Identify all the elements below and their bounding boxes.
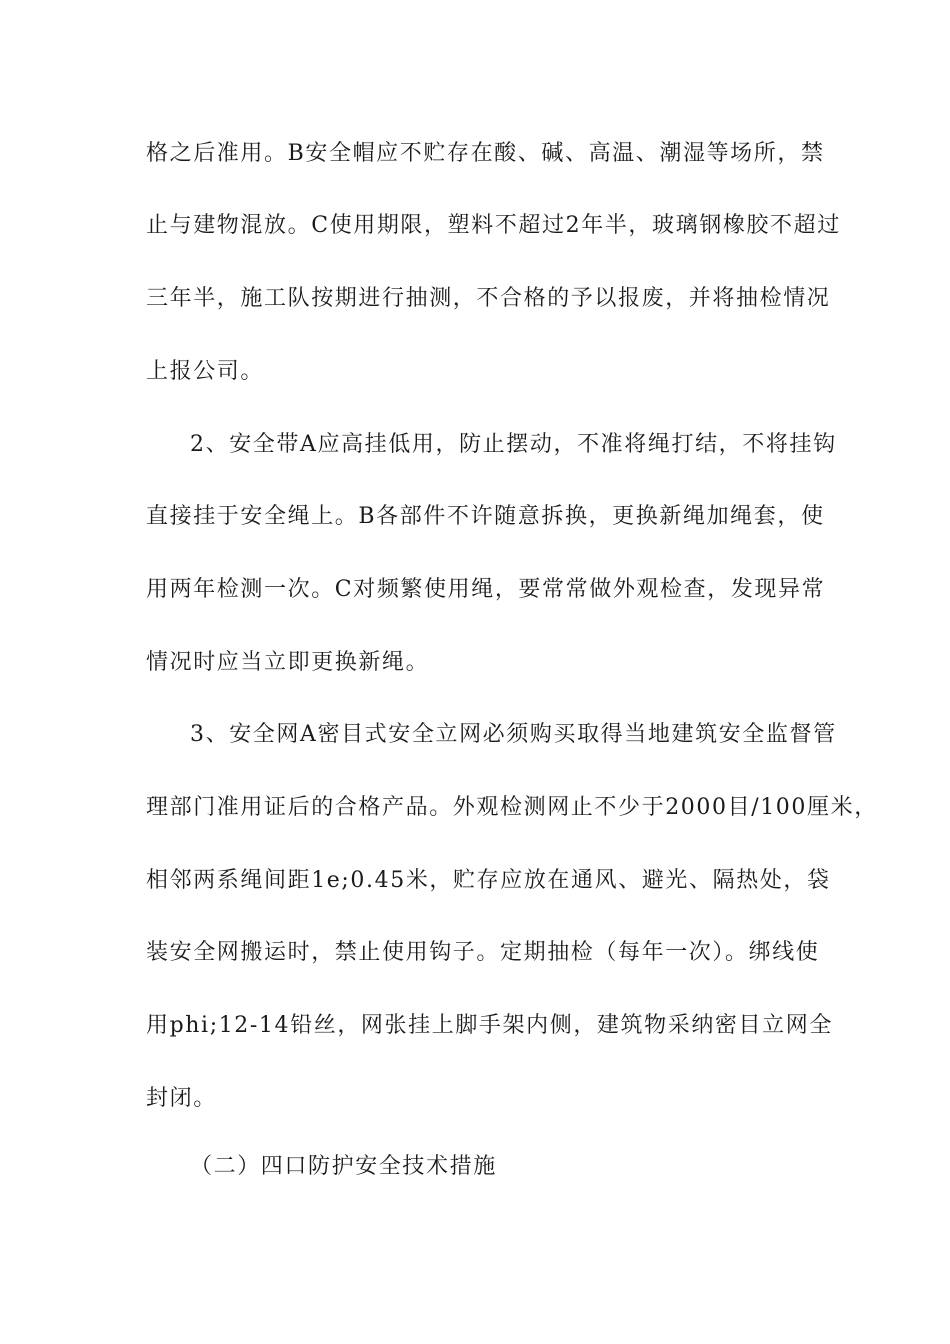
text-line-5: 2、安全带A应高挂低用，防止摆动，不准将绳打结，不将挂钩: [190, 432, 837, 457]
text-line-6: 直接挂于安全绳上。B各部件不许随意拆换，更换新绳加绳套，使: [146, 504, 825, 529]
text-line-3: 三年半，施工队按期进行抽测，不合格的予以报废，并将抽检情况: [146, 286, 831, 311]
text-line-12: 装安全网搬运时，禁止使用钩子。定期抽检（每年一次）。绑线使: [146, 940, 820, 965]
text-line-14: 封闭。: [146, 1086, 217, 1111]
section-heading: （二）四口防护安全技术措施: [190, 1154, 497, 1179]
text-line-1: 格之后准用。B安全帽应不贮存在酸、碱、高温、潮湿等场所，禁: [146, 141, 825, 166]
text-line-4: 上报公司。: [146, 359, 265, 384]
text-line-7: 用两年检测一次。C对频繁使用绳，要常常做外观检查，发现异常: [146, 577, 826, 602]
text-line-13: 用phi;12-14铅丝，网张挂上脚手架内侧，建筑物采纳密目立网全: [146, 1013, 833, 1038]
text-line-11: 相邻两系绳间距1e;0.45米，贮存应放在通风、避光、隔热处，袋: [146, 868, 831, 893]
text-line-9: 3、安全网A密目式安全立网必须购买取得当地建筑安全监督管: [190, 722, 837, 747]
text-line-8: 情况时应当立即更换新绳。: [146, 650, 430, 675]
text-line-10: 理部门准用证后的合格产品。外观检测网止不少于2000目/100厘米，: [146, 795, 878, 820]
text-line-2: 止与建物混放。C使用期限，塑料不超过2年半，玻璃钢橡胶不超过: [146, 213, 841, 238]
